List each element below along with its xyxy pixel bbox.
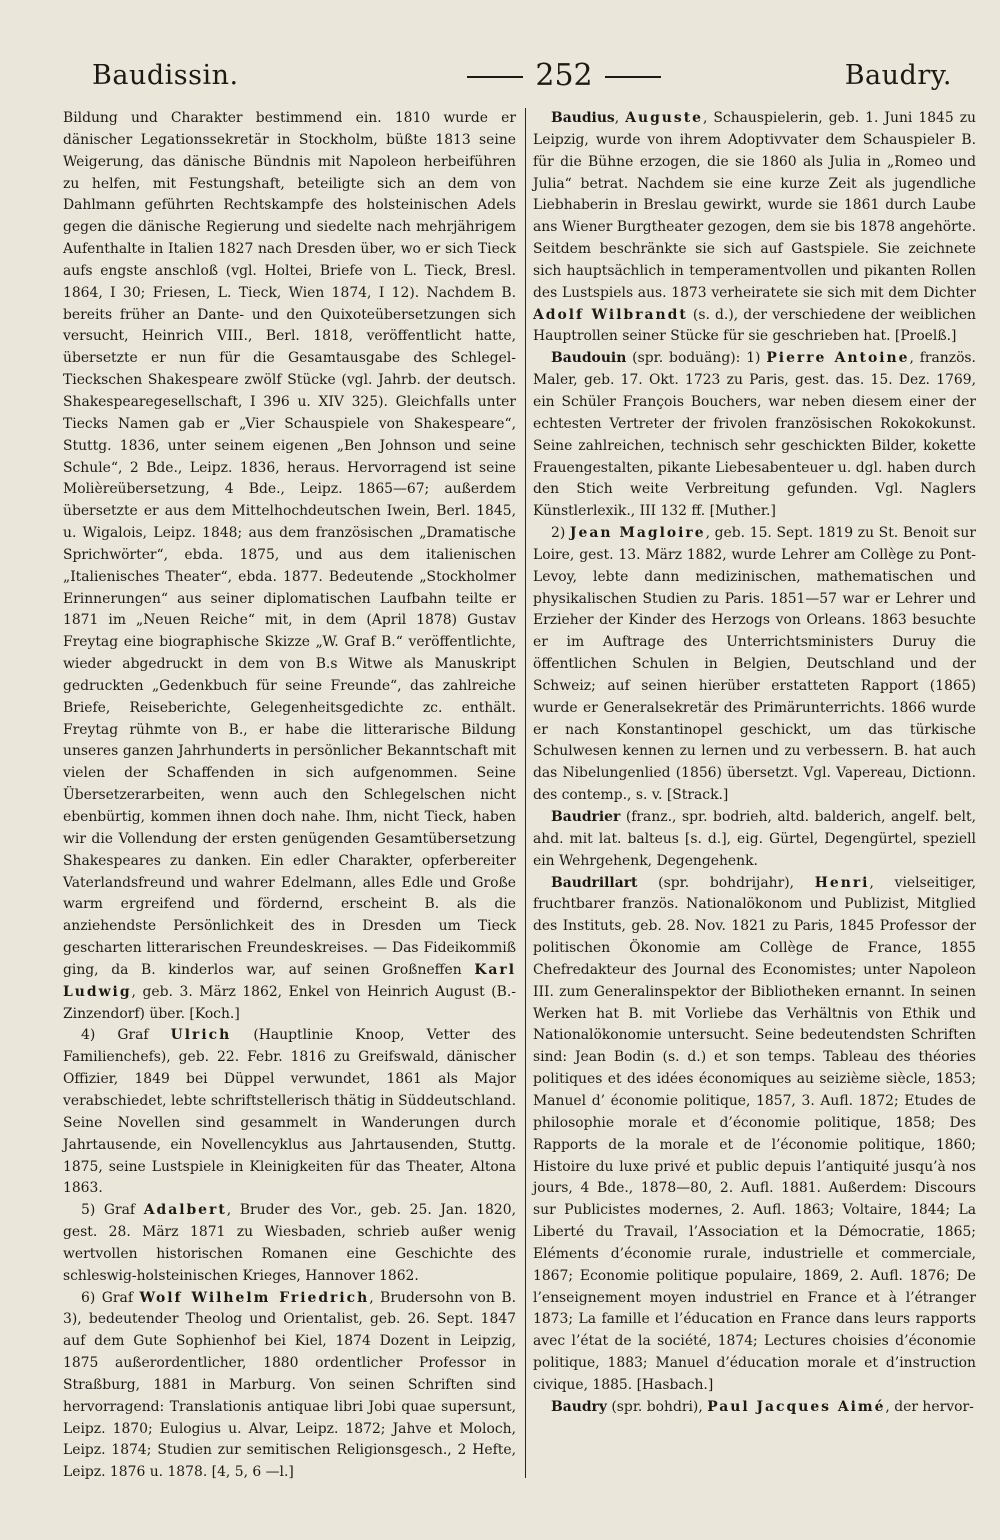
headword: Baudrier [551, 809, 621, 825]
person-name: Pierre Antoine [766, 350, 910, 367]
entry-number: 5) Graf [81, 1202, 136, 1219]
person-name: Auguste [625, 110, 703, 126]
person-name: Karl Ludwig [63, 961, 517, 1000]
entry-baudouin [533, 348, 976, 523]
entry-number: 6) Graf [81, 1289, 133, 1306]
entry-text: (spr. bohdri), [611, 1398, 703, 1415]
entry-number: 4) Graf [81, 1027, 149, 1044]
page-number [424, 58, 704, 93]
entry-text: (Hauptlinie Knoop, Vetter des Familienchefs), geb. 22. Febr. 1816 zu Greifswald, dänischer Offizier, 1849 bei Düppel verwundet, 1861 als Major verabschiedet, lebte schriftstellerisch thätig in Süddeutschland. Seine Novellen sind gesammelt in Wanderungen durch Jahrtausende, ein Novellencyklus aus Jahrtausenden, Stuttg. 1875, seine Lustspiele in Kleinigkeiten für das Theater, Altona 1863. [63, 1027, 516, 1197]
person-name: Adalbert [143, 1202, 227, 1219]
column-divider [525, 108, 526, 1478]
entry-baudrillart [533, 873, 976, 1397]
entry-text: (spr. bohdrijahr), [658, 874, 795, 891]
entry-text: , der hervor- [885, 1398, 974, 1415]
person-name: Henri [814, 874, 870, 891]
header-right-word: Baudry. [844, 60, 952, 91]
person-name: Ulrich [170, 1027, 232, 1044]
header-left-word: Baudissin. [92, 60, 239, 91]
entry-graf-adalbert [63, 1200, 516, 1287]
entry-text: , geb. 3. März 1862, Enkel von Heinrich August (B.-Zinzendorf) über. [Koch.] [63, 983, 516, 1022]
entry-baudissin-continued [63, 108, 516, 1025]
entry-text: Bildung und Charakter bestimmend ein. 1810 wurde er dänischer Legationssekretär in Stockholm, büßte 1813 seine Weigerung, das dänische Bündnis mit Napoleon herbeiführen zu helfen, mit Festungshaft, beteiligte sich an dem von Dahlmann geführten Rechtskampfe des holsteinischen Adels gegen die dänische Regierung und siedelte nach mehrjährigem Aufenthalte in Italien 1827 nach Dresden über, wo er sich Tieck aufs engste anschloß (vgl. Holtei, Briefe von L. Tieck, Bresl. 1864, I 30; Friesen, L. Tieck, Wien 1874, I 12). Nachdem B. bereits früher an Dante- und den Quixoteübersetzungen sich versucht, Heinrich VIII., Berl. 1818, veröffentlicht hatte, übersetzte er nun für die Gesamtausgabe des Schlegel-Tieckschen Shakespeare zwölf Stücke (vgl. Jahrb. der deutsch. Shakespearegesellschaft, I 396 u. XIV 325). Gleichfalls unter Tiecks Namen gab er „Vier Schauspiele von Shakespeare“, Stuttg. 1836, unter seinem eigenen „Ben Johnson und seine Schule“, 2 Bde., Leipz. 1836, heraus. Hervorragend ist seine Molièreübersetzung, 4 Bde., Leipz. 1865—67; außerdem übersetzte er aus dem Mittelhochdeutschen Iwein, Berl. 1845, u. Wigalois, Leipz. 1848; aus dem französischen „Dramatische Sprichwörter“, ebda. 1875, und aus dem italienischen „Italienisches Theater“, ebda. 1877. Bedeutende „Stockholmer Erinnerungen“ aus seiner diplomatischen Laufbahn teilte er 1871 im „Neuen Reiche“ mit, in dem (April 1878) Gustav Freytag eine biographische Skizze „W. Graf B.“ veröffentlichte, wieder abgedruckt in dem von B.s Witwe als Manuskript gedruckten „Gedenkbuch für seine Freunde“, das zahlreiche Briefe, Reiseberichte, Gelegenheitsgedichte zc. enthält. Freytag rühmte von B., er habe die litterarische Bildung unseres ganzen Jahrhunderts in persönlicher Bekanntschaft mit vielen der Schaffenden in sich aufgenommen. Seine Übersetzerarbeiten, wenn auch den Schlegelschen nicht ebenbürtig, kommen ihnen doch nahe. Ihm, nicht Tieck, haben wir die Vollendung der ersten genügenden Gesamtübersetzung Shakespeares zu danken. Ein edler Charakter, opferbereiter Vaterlandsfreund und wahrer Edelmann, alles Edle und Große warm ergreifend und fördernd, erscheint B. als die anziehendste Persönlichkeit des in Dresden um Tieck gescharten litterarischen Freundeskreises. — Das Fideikommiß ging, da B. kinderlos war, auf seinen Großneffen [63, 110, 516, 978]
person-name: Paul Jacques Aimé [707, 1398, 886, 1415]
entry-baudouin-jean [533, 523, 976, 807]
headword: Baudouin [551, 350, 627, 367]
person-name: Wolf Wilhelm Friedrich [139, 1289, 370, 1306]
entry-baudrier [533, 807, 976, 873]
entry-text: (franz., spr. bodrieh, altd. balderich, angelf. belt, ahd. mit lat. balteus [s. d.], eig. Gürtel, Degengürtel, speziell ein Wehrgehenk, Degengehenk. [533, 809, 976, 869]
right-column [533, 108, 976, 1419]
entry-text: , französ. Maler, geb. 17. Okt. 1723 zu Paris, gest. das. 15. Dez. 1769, ein Schüler François Bouchers, war neben diesem einer der echtesten Vertreter der frivolen französischen Rokokokunst. Seine zahlreichen, technisch sehr geschickten Bilder, kokette Frauengestalten, pikante Liebesabenteuer u. dgl. haben durch den Stich weite Verbreitung gefunden. Vgl. Naglers Künstlerlexik., III 132 ff. [Muther.] [533, 350, 976, 520]
entry-text: (spr. boduäng): 1) [632, 350, 761, 367]
entry-text: , geb. 15. Sept. 1819 zu St. Benoit sur Loire, gest. 13. März 1882, wurde Lehrer am Collège zu Pont-Levoy, lebte dann medizinischen, mathematischen und physikalischen Studien zu Paris. 1851—57 war er Lehrer und Erzieher der Kinder des Herzogs von Orleans. 1863 besuchte er im Auftrage des Unterrichtsministers Duruy die öffentlichen Schulen in Belgien, Deutschland und der Schweiz; auf seinen hierüber erstatteten Rapport (1865) wurde er Generalsekretär des Primärunterrichts. 1866 wurde er nach Konstantinopel geschickt, um das türkische Schulwesen kennen zu lernen und zu verbessern. B. hat auch das Nibelungenlied (1856) übersetzt. Vgl. Vapereau, Dictionn. des contemp., s. v. [Strack.] [533, 525, 976, 804]
headword: Baudius [551, 110, 615, 126]
entry-graf-wolf [63, 1288, 516, 1485]
entry-text: , vielseitiger, fruchtbarer französ. Nationalökonom und Publizist, Mitglied des Instituts, geb. 28. Nov. 1821 zu Paris, 1845 Professor der politischen Ökonomie am Collège de France, 1855 Chefredakteur des Journal des Economistes; unter Napoleon III. zum Generalinspektor der Bibliotheken ernannt. In seinen Werken hat B. mit Vorliebe das Verhältnis von Ethik und Nationalökonomie untersucht. Seine bedeutendsten Schriften sind: Jean Bodin (s. d.) et son temps. Tableau des théories politiques et des idées économiques au seizième siècle, 1853; Manuel d’ économie politique, 1857, 3. Aufl. 1872; Etudes de philosophie morale et d’économie politique, 1858; Des Rapports de la morale et de l’économie politique, 1860; Histoire du luxe privé et public depuis l’antiquité jusqu’à nos jours, 4 Bde., 1878—80, 2. Aufl. 1881. Außerdem: Discours sur Publicistes modernes, 2. Aufl. 1863; Voltaire, 1844; La Liberté du Travail, l’Association et la Démocratie, 1865; Eléments d’économie rurale, industrielle et commerciale, 1867; Economie politique populaire, 1869, 2. Aufl. 1876; De l’enseignement moyen industriel en France et à l’étranger 1873; La famille et l’éducation en France dans leurs rapports avec l’état de la société, 1874; Lectures choisies d’économie politique, 1883; Manuel d’éducation morale et d’instruction civique, 1885. [Hasbach.] [533, 874, 977, 1393]
entry-number: 2) [551, 525, 566, 542]
entry-text: (s. d.), der verschiedene der weiblichen Hauptrollen seiner Stücke für sie geschrieben hat. [Proelß.] [533, 306, 976, 345]
running-header [92, 58, 952, 98]
person-name: Jean Magloire [569, 525, 706, 542]
headword: Baudry [551, 1398, 607, 1415]
entry-text: , Brudersohn von B. 3), bedeutender Theolog und Orientalist, geb. 26. Sept. 1847 auf dem Gute Sophienhof bei Kiel, 1874 Dozent in Leipzig, 1875 außerordentlicher, 1880 ordentlicher Professor in Straßburg, 1881 in Marburg. Von seinen Schriften sind hervorragend: Translationis antiquae libri Jobi quae supersunt, Leipz. 1870; Eulogius u. Alvar, Leipz. 1872; Jahve et Moloch, Leipz. 1874; Studien zur semitischen Religionsgesch., 2 Hefte, Leipz. 1876 u. 1878. [4, 5, 6 —l.] [63, 1289, 516, 1481]
entry-graf-ulrich [63, 1025, 516, 1200]
left-column [63, 108, 516, 1484]
page-number-value: 252 [535, 58, 593, 93]
entry-baudius: Baudius, Auguste, Schauspielerin, geb. 1. Juni 1845 zu Leipzig, wurde von ihrem Adoptivvater dem Schauspieler B. für die Bühne erzogen, die sie 1860 als Julia in „Romeo und Julia“ betrat. Nachdem sie eine kurze Zeit als jugendliche Liebhaberin in Breslau gewirkt, wurde sie 1861 durch Laube ans Wiener Burgtheater gezogen, dem sie bis 1878 angehörte. Seitdem beschränkte sie sich auf Gastspiele. Sie zeichnete sich hauptsächlich in temperamentvollen und pikanten Rollen des Lustspiels aus. 1873 verheiratete sie sich mit dem Dichter Adolf Wilbrandt (s. d.), der verschiedene der weiblichen Hauptrollen seiner Stücke für sie geschrieben hat. [Proelß.] [533, 110, 976, 345]
entry-text: , Bruder des Vor., geb. 25. Jan. 1820, gest. 28. März 1871 zu Wiesbaden, schrieb außer wenig wertvollen historischen Romanen eine Geschichte des schleswig-holsteinischen Krieges, Hannover 1862. [63, 1202, 516, 1284]
person-name: Adolf Wilbrandt [533, 306, 688, 323]
entry-text: , Schauspielerin, geb. 1. Juni 1845 zu Leipzig, wurde von ihrem Adoptivvater dem Schauspieler B. für die Bühne erzogen, die sie 1860 als Julia in „Romeo und Julia“ betrat. Nachdem sie eine kurze Zeit als jugendliche Liebhaberin in Breslau gewirkt, wurde sie 1861 durch Laube ans Wiener Burgtheater gezogen, dem sie bis 1878 angehörte. Seitdem beschränkte sie sich auf Gastspiele. Sie zeichnete sich hauptsächlich in temperamentvollen und pikanten Rollen des Lustspiels aus. 1873 verheiratete sie sich mit dem Dichter [533, 110, 976, 301]
headword: Baudrillart [551, 874, 638, 891]
entry-baudry [533, 1397, 976, 1419]
